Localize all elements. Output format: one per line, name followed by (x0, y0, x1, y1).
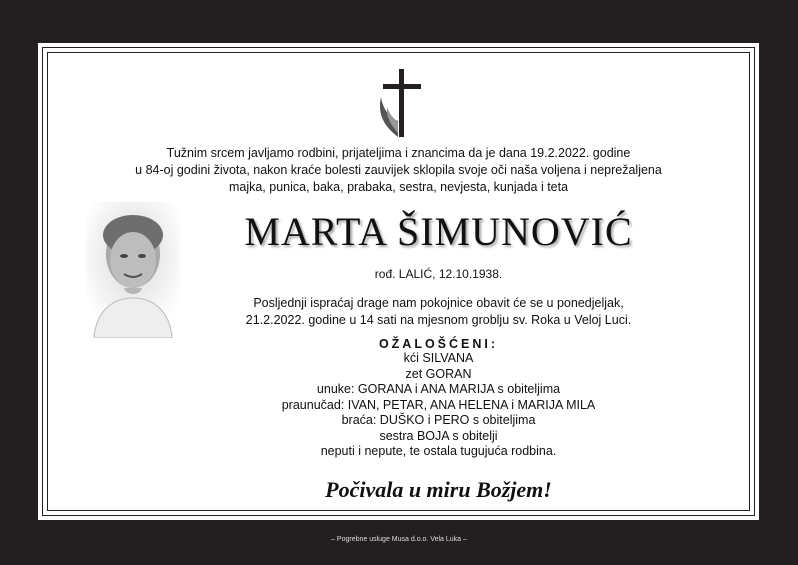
mourner-item: sestra BOJA s obitelji (379, 428, 498, 443)
obituary-card (38, 43, 759, 520)
mourner-item: zet GORAN (405, 366, 472, 381)
birth-info: rođ. LALIĆ, 12.10.1938. (374, 267, 503, 281)
mourners-heading: OŽALOŠĆENI: (378, 337, 499, 351)
funeral-info (148, 295, 729, 329)
mourner-item: neputi i nepute, te ostala tugujuća rodbina. (320, 444, 557, 458)
mourner-item: praunučad: IVAN, PETAR, ANA HELENA i MARIJA MILA (281, 397, 596, 412)
mourner-item: kći SILVANA (403, 351, 474, 365)
announcement-text (78, 145, 719, 196)
mourner-item: unuke: GORANA i ANA MARIJA s obiteljima (316, 382, 561, 396)
announcement-line: majka, punica, baka, prabaka, sestra, nevjesta, kunjada i teta (228, 180, 569, 194)
mourner-item: braća: DUŠKO i PERO s obiteljima (341, 413, 536, 427)
funeral-line: 21.2.2022. godine u 14 sati na mjesnom groblju sv. Roka u Veloj Luci. (245, 313, 632, 327)
footer-credit: – Pogrebne usluge Musa d.o.o. Vela Luka – (331, 536, 467, 543)
funeral-line: Posljednji ispraćaj drage nam pokojnice obavit će se u ponedjeljak, (253, 296, 624, 310)
announcement-line: Tužnim srcem javljamo rodbini, prijateljima i znancima da je dana 19.2.2022. godine (166, 146, 631, 160)
cross-with-flame-icon (371, 67, 431, 141)
mourners-list (148, 351, 729, 460)
announcement-line: u 84-oj godini života, nakon kraće bolesti zauvijek sklopila svoje oči naša voljena i neprežaljena (135, 163, 662, 177)
rest-in-peace-text: Počivala u miru Božjem! (325, 477, 552, 502)
deceased-name: MARTA ŠIMUNOVIĆ (244, 209, 633, 254)
